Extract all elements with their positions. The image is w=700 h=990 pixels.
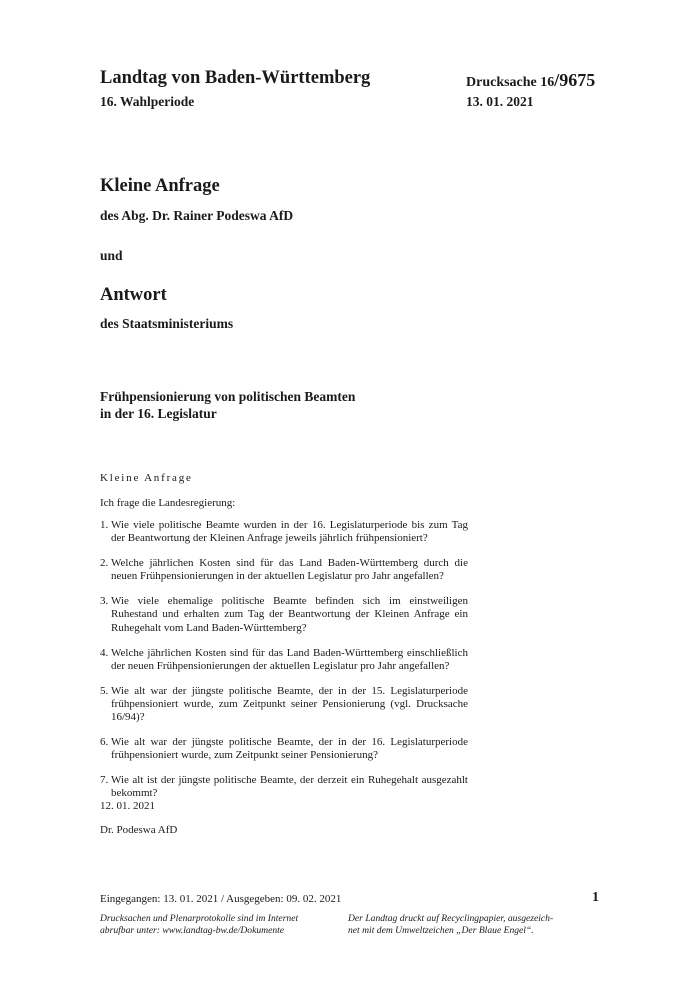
question-list — [100, 519, 468, 812]
answer-title: Antwort — [100, 285, 167, 305]
drucksache-id: 9675 — [559, 70, 596, 90]
question-text: Wie alt war der jüngste politische Beamte, der in der 15. Legislaturperiode frühpensioniert wurde, zum Zeitpunkt seiner Pensionierung (vgl. Drucksache 16/94)? — [111, 684, 468, 724]
footer-left-line-2: abrufbar unter: www.landtag-bw.de/Dokumente — [100, 925, 285, 936]
page-number: 1 — [592, 890, 599, 905]
footer-left-line-1: Drucksachen und Plenarprotokolle sind im Internet — [100, 913, 299, 924]
legislative-period: 16. Wahlperiode — [100, 94, 195, 109]
question-number: 1. — [100, 519, 109, 531]
topic-line-2: in der 16. Legislatur — [100, 406, 217, 421]
drucksache-label: Drucksache 16 — [466, 75, 555, 90]
question-item — [100, 774, 468, 801]
author-line: des Abg. Dr. Rainer Podeswa AfD — [100, 208, 294, 223]
footer-dates: Eingegangen: 13. 01. 2021 / Ausgegeben: 09. 02. 2021 — [100, 893, 342, 905]
question-item — [100, 595, 468, 635]
question-text: Wie viele ehemalige politische Beamte befinden sich im einstweiligen Ruhestand und erhalten zum Tag der Beantwortung der Kleinen Anfrage ein Ruhegehalt vom Land Baden-Württemberg? — [111, 595, 468, 634]
question-number: 3. — [100, 595, 109, 608]
question-item — [100, 519, 468, 546]
document-type-title: Kleine Anfrage — [100, 176, 220, 196]
question-text: Welche jährlichen Kosten sind für das Land Baden-Württemberg durch die neuen Frühpensionierungen in der aktuellen Legislatur pro Jahr angefallen? — [111, 557, 468, 583]
question-text: Wie viele politische Beamte wurden in der 16. Legislaturperiode bis zum Tag der Beantwortung der Kleinen Anfrage jeweils jährlich frühpensioniert? — [111, 519, 468, 545]
footer-note-right — [348, 913, 578, 937]
question-item — [100, 685, 468, 725]
intro-text: Ich frage die Landesregierung: — [100, 497, 236, 509]
question-number: 4. — [100, 646, 109, 659]
question-text: Welche jährlichen Kosten sind für das Land Baden-Württemberg einschließlich der neuen Frühpensionierungen der aktuellen Legislatur pro Jahr angefallen? — [111, 646, 468, 672]
signature-date: 12. 01. 2021 — [100, 800, 155, 812]
parliament-title: Landtag von Baden-Württemberg — [100, 68, 371, 88]
question-number: 5. — [100, 684, 109, 697]
drucksache-separator: / — [554, 70, 560, 90]
conjunction: und — [100, 248, 123, 263]
document-date: 13. 01. 2021 — [466, 94, 534, 109]
question-item — [100, 647, 468, 674]
question-number: 6. — [100, 736, 109, 749]
answer-by: des Staatsministeriums — [100, 316, 234, 331]
question-number: 7. — [100, 774, 109, 787]
topic-line-1: Frühpensionierung von politischen Beamten — [100, 389, 356, 404]
question-item — [100, 557, 468, 584]
footer-right-line-1: Der Landtag druckt auf Recyclingpapier, ausgezeich- — [348, 913, 554, 924]
footer-note-left — [100, 913, 330, 937]
footer-right-line-2: net mit dem Umweltzeichen „Der Blaue Engel“. — [348, 925, 534, 936]
question-text: Wie alt war der jüngste politische Beamte, der in der 16. Legislaturperiode frühpensioniert wurde, zum Zeitpunkt seiner Pensionierung? — [111, 736, 468, 762]
question-text: Wie alt ist der jüngste politische Beamte, der derzeit ein Ruhegehalt ausgezahlt bekommt? — [111, 774, 468, 800]
signer: Dr. Podeswa AfD — [100, 824, 178, 836]
question-number: 2. — [100, 557, 109, 570]
topic-heading — [100, 388, 480, 422]
question-item — [100, 736, 468, 763]
drucksache-number — [466, 70, 595, 91]
section-label: Kleine Anfrage — [100, 472, 193, 484]
